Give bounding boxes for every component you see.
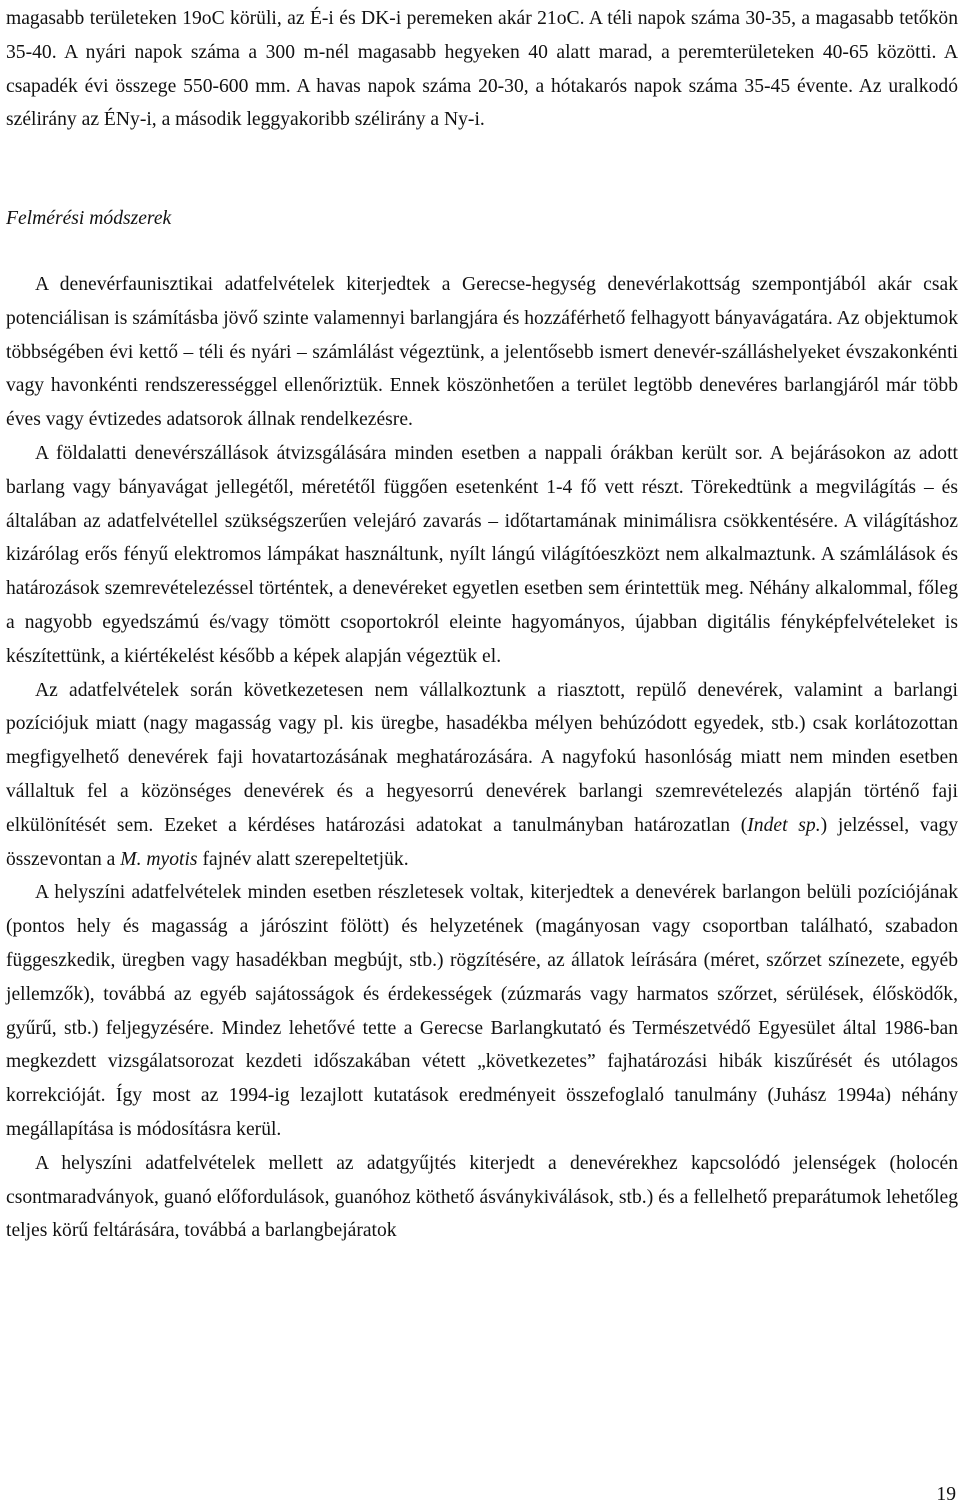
paragraph-identification-text: ) jelzéssel, vagy összevontan a	[6, 814, 959, 870]
paragraph-field-procedure: A földalatti denevérszállások átvizsgálására minden esetben a nappali órákban került sor. A bejárásokon az adott barlang vagy bányavágat jellegétől, méretétől függően esetenként 1-4 fő vett részt. Törekedtünk a megvilágítás – és általában az adatfelvétellel szükségszerűen velejáró zavarás – időtartamának minimálisra csökkentésére. A világításhoz kizárólag erős fényű elektromos lámpákat használtunk, nyílt lángú világítóeszközt nem alkalmaztunk. A számlálások és határozások szemrevételezéssel történtek, a denevéreket egyetlen esetben sem érintettük meg. Néhány alkalommal, főleg a nagyobb egyedszámú és/vagy tömött csoportokról eleinte hagyományos, újabban digitális fényképfelvételeket is készítettünk, a kiértékelést később a képek alapján végeztük el.	[6, 442, 958, 667]
paragraph-identification	[6, 674, 958, 877]
paragraph-field-records: A helyszíni adatfelvételek minden esetben részletesek voltak, kiterjedtek a denevérek barlangon belüli pozíciójának (pontos hely és magasság a járószint fölött) és helyzetének (magányosan vagy csoportban található, szabadon függeszkedik, üregben vagy hasadékban megbújt, stb.) rögzítésére, az állatok leírására (méret, szőrzet színezete, egyéb jellemzők), továbbá az egyéb sajátosságok és érdekességek (zúzmarás vagy harmatos szőrzet, sérülések, élősködők, gyűrű, stb.) feljegyzésére. Mindez lehetővé tette a Gerecse Barlangkutató és Természetvédő Egyesület által 1986-ban megkezdett vizsgálatsorozat kezdeti időszakában vétett „következetes” fajhatározási hibák kiszűrését és utólagos korrekcióját. Így most az 1994-ig lezajlott kutatások eredményeit összefoglaló tanulmány (Juhász 1994a) néhány megállapítása is módosításra kerül.	[6, 882, 958, 1140]
intro-text	[6, 2, 958, 137]
page-number: 19	[936, 1484, 956, 1505]
section-heading: Felmérési módszerek	[6, 208, 172, 229]
paragraph-related-data: A helyszíni adatfelvételek mellett az adatgyűjtés kiterjedt a denevérekhez kapcsolódó jelenségek (holocén csontmaradványok, guanó előfordulások, guanóhoz köthető ásványkiválások, stb.) és a fellelhető preparátumok lehetőleg teljes körű feltárására, továbbá a barlangbejáratok	[6, 1152, 958, 1242]
paragraph-identification-text: Az adatfelvételek során következetesen nem vállalkoztunk a riasztott, repülő denevérek, valamint a barlangi pozíciójuk miatt (nagy magasság vagy pl. kis üregbe, hasadékba mélyen behúzódott egyedek, stb.) csak korlátozottan megfigyelhető denevérek faji hovatartozásának meghatározására. A nagyfokú hasonlóság miatt nem minden esetben vállaltuk fel a közönséges denevérek és a hegyesorrú denevérek barlangi szemrevételezés alapján történő faji elkülönítését sem. Ezeket a kérdéses határozási adatokat a tanulmányban határozatlan (	[6, 679, 958, 836]
paragraph-identification-text: fajnév alatt szerepeltetjük.	[197, 848, 409, 870]
taxon-indet: Indet sp.	[747, 814, 821, 836]
taxon-myotis: M. myotis	[120, 848, 198, 870]
lead-paragraph: magasabb területeken 19oC körüli, az É-i és DK-i peremeken akár 21oC. A téli napok száma 30-35, a magasabb tetőkön 35-40. A nyári napok száma a 300 m-nél magasabb hegyeken 40 alatt marad, a peremterületeken 40-65 közötti. A csapadék évi összege 550-600 mm. A havas napok száma 20-30, a hótakarós napok száma 35-45 évente. Az uralkodó szélirány az ÉNy-i, a második leggyakoribb szélirány a Ny-i.	[6, 8, 958, 131]
paragraph-survey-scope: A denevérfaunisztikai adatfelvételek kiterjedtek a Gerecse-hegység denevérlakottság szempontjából akár csak potenciálisan is számításba jövő szinte valamennyi barlangjára és hozzáférhető felhagyott bányavágatára. Az objektumok többségében évi kettő – téli és nyári – számlálást végeztünk, a jelentősebb ismert denevér-szálláshelyeket évszakonkénti vagy havonkénti rendszerességgel ellenőriztük. Ennek köszönhetően a terület legtöbb denevéres barlangjáról már több éves vagy évtizedes adatsorok állnak rendelkezésre.	[6, 274, 958, 431]
body-text	[6, 268, 958, 1248]
